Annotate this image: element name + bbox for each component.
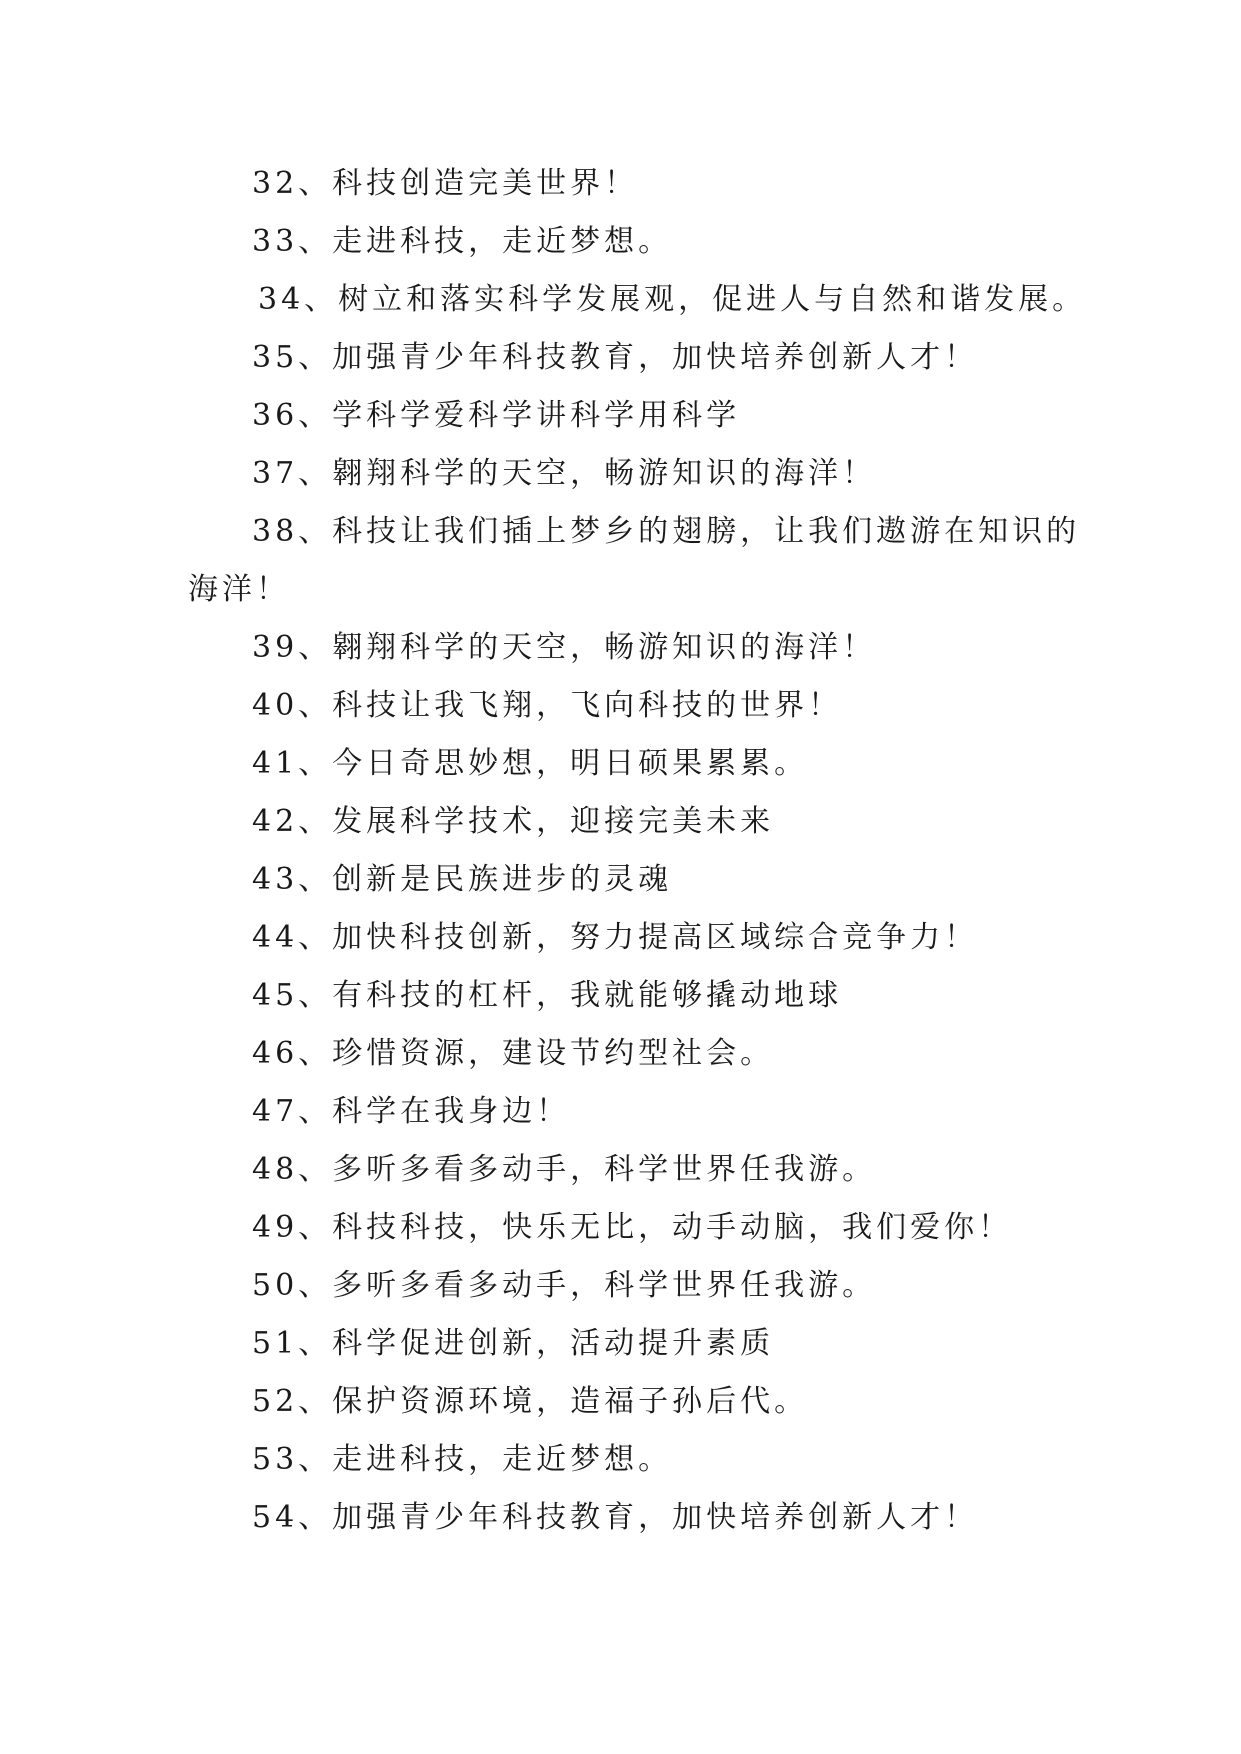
list-item: 36、学科学爱科学讲科学用科学 [252, 398, 741, 433]
list-item: 47、科学在我身边！ [252, 1094, 571, 1129]
slogan-list [188, 155, 1088, 1547]
list-item: 33、走进科技，走近梦想。 [252, 224, 673, 259]
list-item: 43、创新是民族进步的灵魂 [252, 862, 673, 897]
list-item: 51、科学促进创新，活动提升素质 [252, 1326, 775, 1361]
list-item: 41、今日奇思妙想，明日硕果累累。 [252, 746, 809, 781]
list-item: 40、科技让我飞翔，飞向科技的世界！ [252, 688, 843, 723]
list-item: 45、有科技的杠杆，我就能够撬动地球 [252, 978, 843, 1013]
list-item: 46、珍惜资源，建设节约型社会。 [252, 1036, 775, 1071]
list-item: 39、翱翔科学的天空，畅游知识的海洋！ [252, 630, 877, 665]
list-item: 54、加强青少年科技教育，加快培养创新人才！ [252, 1500, 979, 1535]
list-item: 53、走进科技，走近梦想。 [252, 1442, 673, 1477]
list-item: 48、多听多看多动手，科学世界任我游。 [252, 1152, 877, 1187]
list-item: 34、树立和落实科学发展观，促进人与自然和谐发展。 [258, 282, 1087, 317]
list-item: 32、科技创造完美世界！ [252, 166, 639, 201]
list-item: 38、科技让我们插上梦乡的翅膀，让我们遨游在知识的海洋！ [188, 514, 1081, 607]
list-item: 35、加强青少年科技教育，加快培养创新人才！ [252, 340, 979, 375]
list-item: 52、保护资源环境，造福子孙后代。 [252, 1384, 809, 1419]
list-item: 49、科技科技，快乐无比，动手动脑，我们爱你！ [252, 1210, 1013, 1245]
list-item: 37、翱翔科学的天空，畅游知识的海洋！ [252, 456, 877, 491]
list-item: 44、加快科技创新，努力提高区域综合竞争力！ [252, 920, 979, 955]
list-item: 50、多听多看多动手，科学世界任我游。 [252, 1268, 877, 1303]
list-item: 42、发展科学技术，迎接完美未来 [252, 804, 775, 839]
